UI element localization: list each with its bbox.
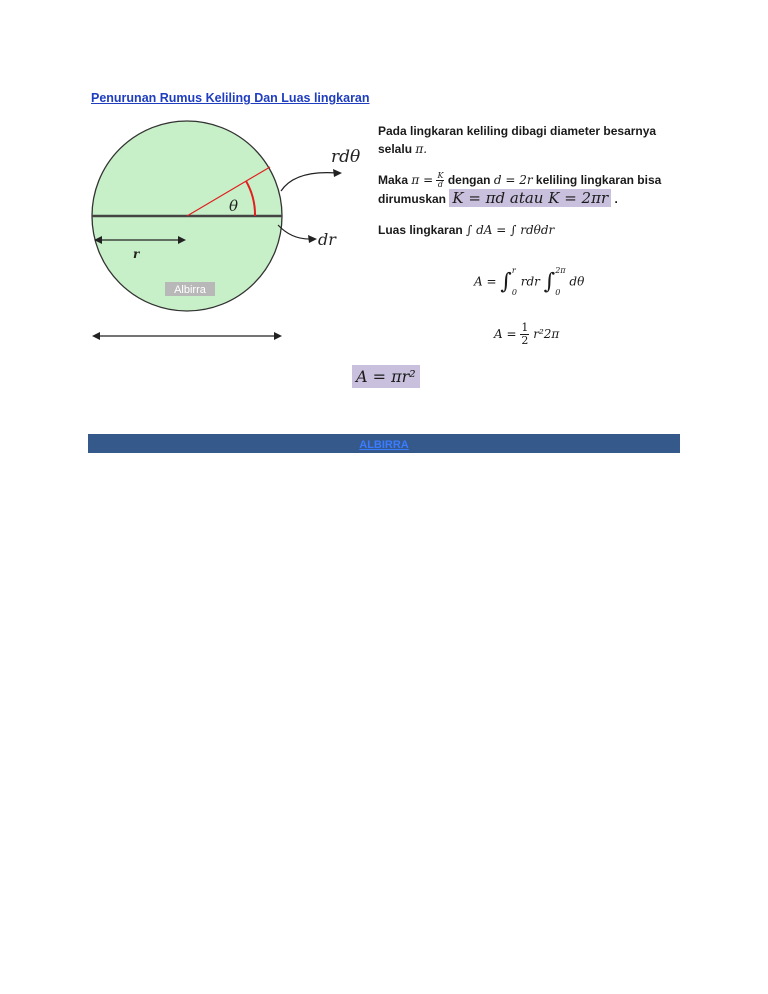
diameter-arrowhead-right: [274, 332, 282, 340]
integral-lim1-top: r: [511, 266, 516, 275]
half-equation: [494, 322, 559, 347]
p4-formula: ∫ dA = ∫ rdθdr: [466, 223, 555, 238]
p2-b: dengan: [447, 173, 491, 187]
keliling-formula: K = πd atau K = 2πr: [449, 189, 611, 207]
paragraph-2: [378, 171, 688, 208]
p2-a: Maka: [378, 173, 409, 187]
footer-link[interactable]: ALBIRRA: [359, 439, 409, 451]
p2-frac-num: K: [437, 171, 444, 181]
integral-lim2-top: 2π: [555, 266, 566, 275]
circle-diagram: [80, 115, 380, 355]
label-dr: dr: [318, 230, 336, 249]
label-rdtheta: rdθ: [331, 147, 361, 167]
arrowhead-rdtheta: [333, 169, 342, 177]
half-lhs: A =: [494, 327, 517, 341]
integral-body-2: dθ: [569, 274, 585, 289]
integral-equation: [474, 268, 584, 296]
half-den: 2: [521, 334, 529, 347]
text-block: [378, 122, 688, 252]
integral-body-1: rdr: [520, 274, 540, 289]
integral-symbol-1: ∫: [500, 269, 512, 295]
p4-a: Luas lingkaran: [378, 223, 463, 238]
half-rest: r²2π: [533, 327, 560, 341]
p1-pi: π.: [415, 142, 428, 156]
p3-a: dirumuskan: [378, 192, 447, 207]
arrow-rdtheta: [281, 173, 337, 191]
half-num: 1: [521, 321, 529, 334]
paragraph-4: [378, 221, 688, 239]
title-link[interactable]: Penurunan Rumus Keliling Dan Luas lingkaran: [91, 91, 370, 105]
p2-pi-eq: π =: [411, 173, 434, 187]
diameter-arrowhead-left: [92, 332, 100, 340]
footer-bar: [88, 434, 680, 453]
p2-d-eq: d = 2r: [493, 173, 533, 187]
arrowhead-dr: [308, 235, 317, 243]
half-fraction: [520, 322, 529, 347]
p3-dot: .: [614, 192, 618, 207]
integral-lhs: A =: [474, 274, 497, 289]
integral-lim2-bot: 0: [555, 288, 561, 297]
p2-c: keliling lingkaran bisa: [535, 173, 662, 187]
label-r: r: [133, 247, 140, 261]
p2-frac-den: d: [437, 180, 444, 190]
paragraph-1: [378, 122, 688, 158]
p1-text: Pada lingkaran keliling dibagi diameter besarnya selalu: [378, 124, 657, 156]
integral-lim1-bot: 0: [511, 288, 517, 297]
label-theta: θ: [229, 197, 239, 215]
arrow-dr: [278, 225, 312, 239]
p2-fraction: [436, 172, 444, 189]
integral-symbol-2: ∫: [543, 269, 556, 295]
area-formula: A = πr²: [352, 365, 420, 388]
watermark-text: Albirra: [174, 284, 206, 296]
